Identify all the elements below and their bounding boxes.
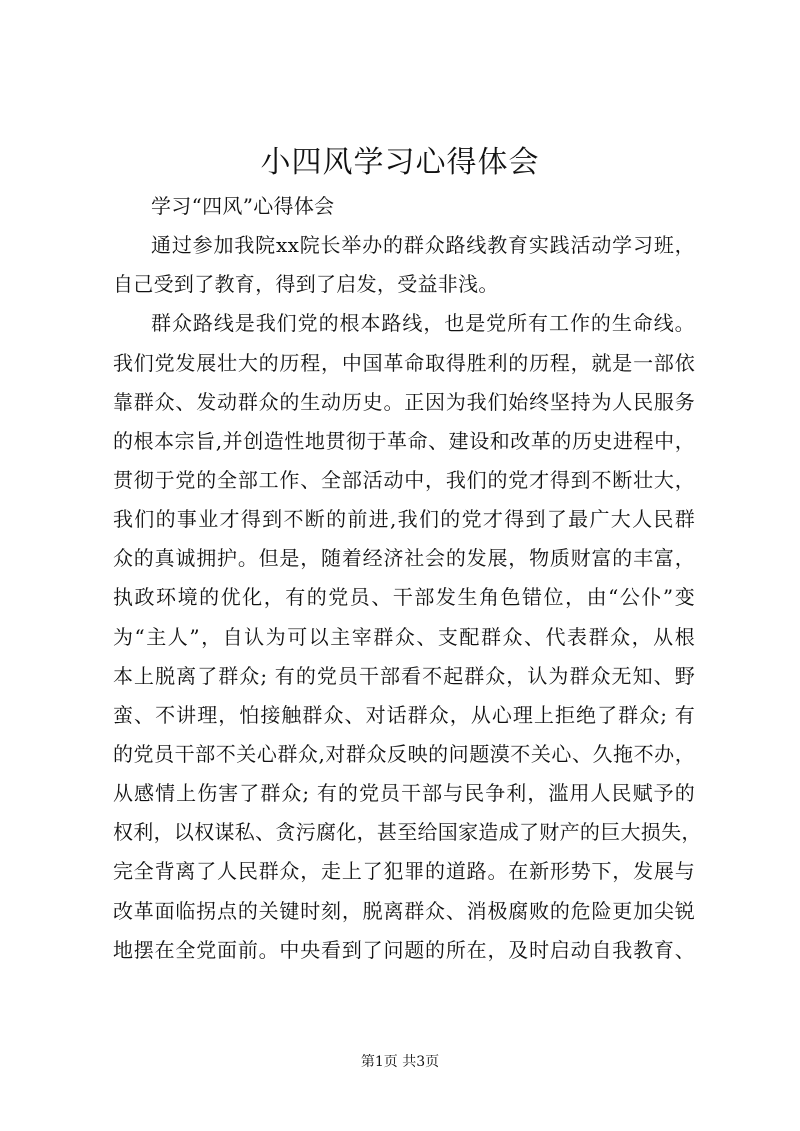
paragraph-line: 权利，以权谋私、贪污腐化，甚至给国家造成了财产的巨大损失， [113,820,702,845]
paragraph-line: 通过参加我院xx院长举办的群众路线教育实践活动学习班， [151,233,695,258]
paragraph-line: 的根本宗旨,并创造性地贯彻于革命、建设和改革的历史进程中， [113,428,695,453]
paragraph-line: 从感情上伤害了群众; 有的党员干部与民争利，滥用人民赋予的 [113,781,695,806]
page-number-footer: 第1页 共3页 [360,1054,440,1070]
paragraph-line: 的党员干部不关心群众,对群众反映的问题漠不关心、久拖不办， [113,741,695,766]
paragraph-line: 众的真诚拥护。但是，随着经济社会的发展，物质财富的丰富， [113,546,695,571]
paragraph-line: 完全背离了人民群众，走上了犯罪的道路。在新形势下，发展与 [113,859,695,884]
paragraph-line: 本上脱离了群众; 有的党员干部看不起群众，认为群众无知、野 [113,663,695,688]
paragraph-line: 改革面临拐点的关键时刻，脱离群众、消极腐败的危险更加尖锐 [113,898,695,923]
document-body [113,187,702,970]
paragraph-line: 我们的事业才得到不断的前进,我们的党才得到了最广大人民群 [113,507,695,532]
paragraph-line: 地摆在全党面前。中央看到了问题的所在，及时启动自我教育、 [113,937,695,962]
paragraph-line: 蛮、不讲理，怕接触群众、对话群众，从心理上拒绝了群众; 有 [113,702,695,727]
paragraph-line: 为“主人”，自认为可以主宰群众、支配群众、代表群众，从根 [113,624,695,649]
paragraph-line: 我们党发展壮大的历程，中国革命取得胜利的历程，就是一部依 [113,350,695,375]
subtitle-line: 学习“四风”心得体会 [151,194,335,218]
paragraph-line: 靠群众、发动群众的生动历史。正因为我们始终坚持为人民服务 [113,389,695,414]
paragraph-line: 群众路线是我们党的根本路线，也是党所有工作的生命线。 [151,311,695,336]
paragraph-line: 自己受到了教育，得到了启发，受益非浅。 [113,272,499,297]
document-title: 小四风学习心得体会 [260,145,540,180]
paragraph-line: 执政环境的优化，有的党员、干部发生角色错位，由“公仆”变 [113,585,695,610]
paragraph-line: 贯彻于党的全部工作、全部活动中，我们的党才得到不断壮大， [113,467,695,492]
